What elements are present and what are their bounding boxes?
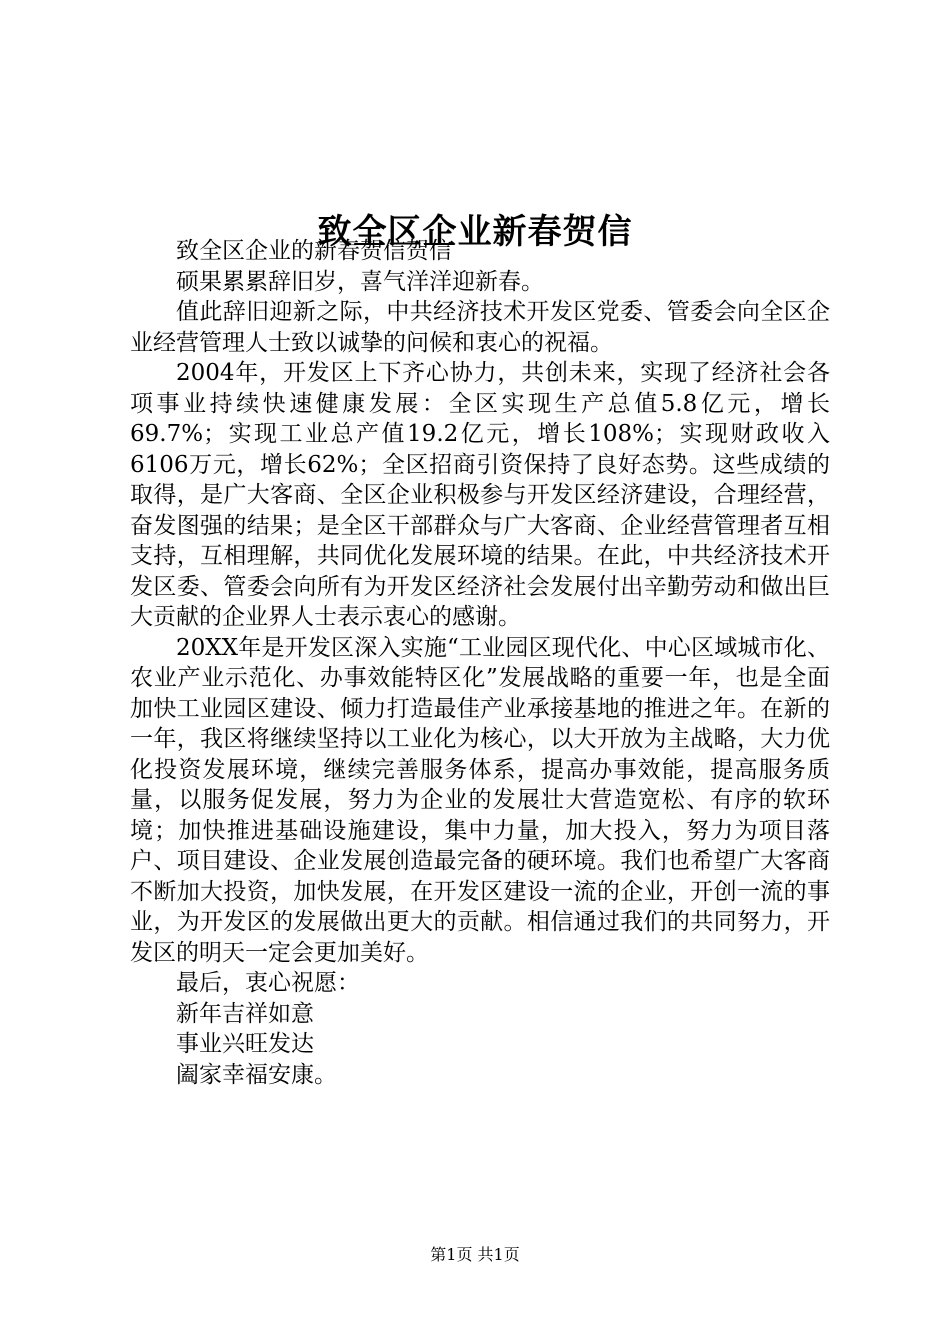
document-body: [130, 236, 830, 1090]
paragraph-greetings: 值此辞旧迎新之际，中共经济技术开发区党委、管委会向全区企业经营管理人士致以诚挚的问候和衷心的祝福。: [130, 299, 830, 356]
wish-line-3: 阖家幸福安康。: [176, 1061, 337, 1088]
wish-line-1: 新年吉祥如意: [176, 1000, 314, 1027]
paragraph-greeting-heading: 致全区企业的新春贺信贺信: [176, 238, 452, 264]
page-footer: 第1页 共1页: [430, 1245, 520, 1264]
paragraph-closing: 最后，衷心祝愿：: [176, 970, 360, 996]
paragraph-achievements: 2004年，开发区上下齐心协力，共创未来，实现了经济社会各项事业持续快速健康发展：全区实现生产总值5.8亿元，增长69.7%；实现工业总产值19.2亿元，增长108%；实现财政收入6106万元，增长62%；全区招商引资保持了良好态势。这些成绩的取得，是广大客商、全区企业积极参与开发区经济建设，合理经营，奋发图强的结果；是全区干部群众与广大客商、企业经营管理者互相支持，互相理解，共同优化发展环境的结果。在此，中共经济技术开发区委、管委会向所有为开发区经济社会发展付出辛勤劳动和做出巨大贡献的企业界人士表示衷心的感谢。: [130, 360, 830, 630]
paragraph-couplet: 硕果累累辞旧岁，喜气洋洋迎新春。: [176, 268, 544, 295]
document-title: 致全区企业新春贺信: [317, 211, 633, 252]
paragraph-plans: 20XX年是开发区深入实施“工业园区现代化、中心区域城市化、农业产业示范化、办事效能特区化”发展战略的重要一年，也是全面加快工业园区建设、倾力打造最佳产业承接基地的推进之年。在新的一年，我区将继续坚持以工业化为核心，以大开放为主战略，大力优化投资发展环境，继续完善服务体系，提高办事效能，提高服务质量，以服务促发展，努力为企业的发展壮大营造宽松、有序的软环境；加快推进基础设施建设，集中力量，加大投入，努力为项目落户、项目建设、企业发展创造最完备的硬环境。我们也希望广大客商不断加大投资，加快发展，在开发区建设一流的企业，开创一流的事业，为开发区的发展做出更大的贡献。相信通过我们的共同努力，开发区的明天一定会更加美好。: [130, 634, 830, 966]
wish-line-2: 事业兴旺发达: [176, 1031, 314, 1057]
